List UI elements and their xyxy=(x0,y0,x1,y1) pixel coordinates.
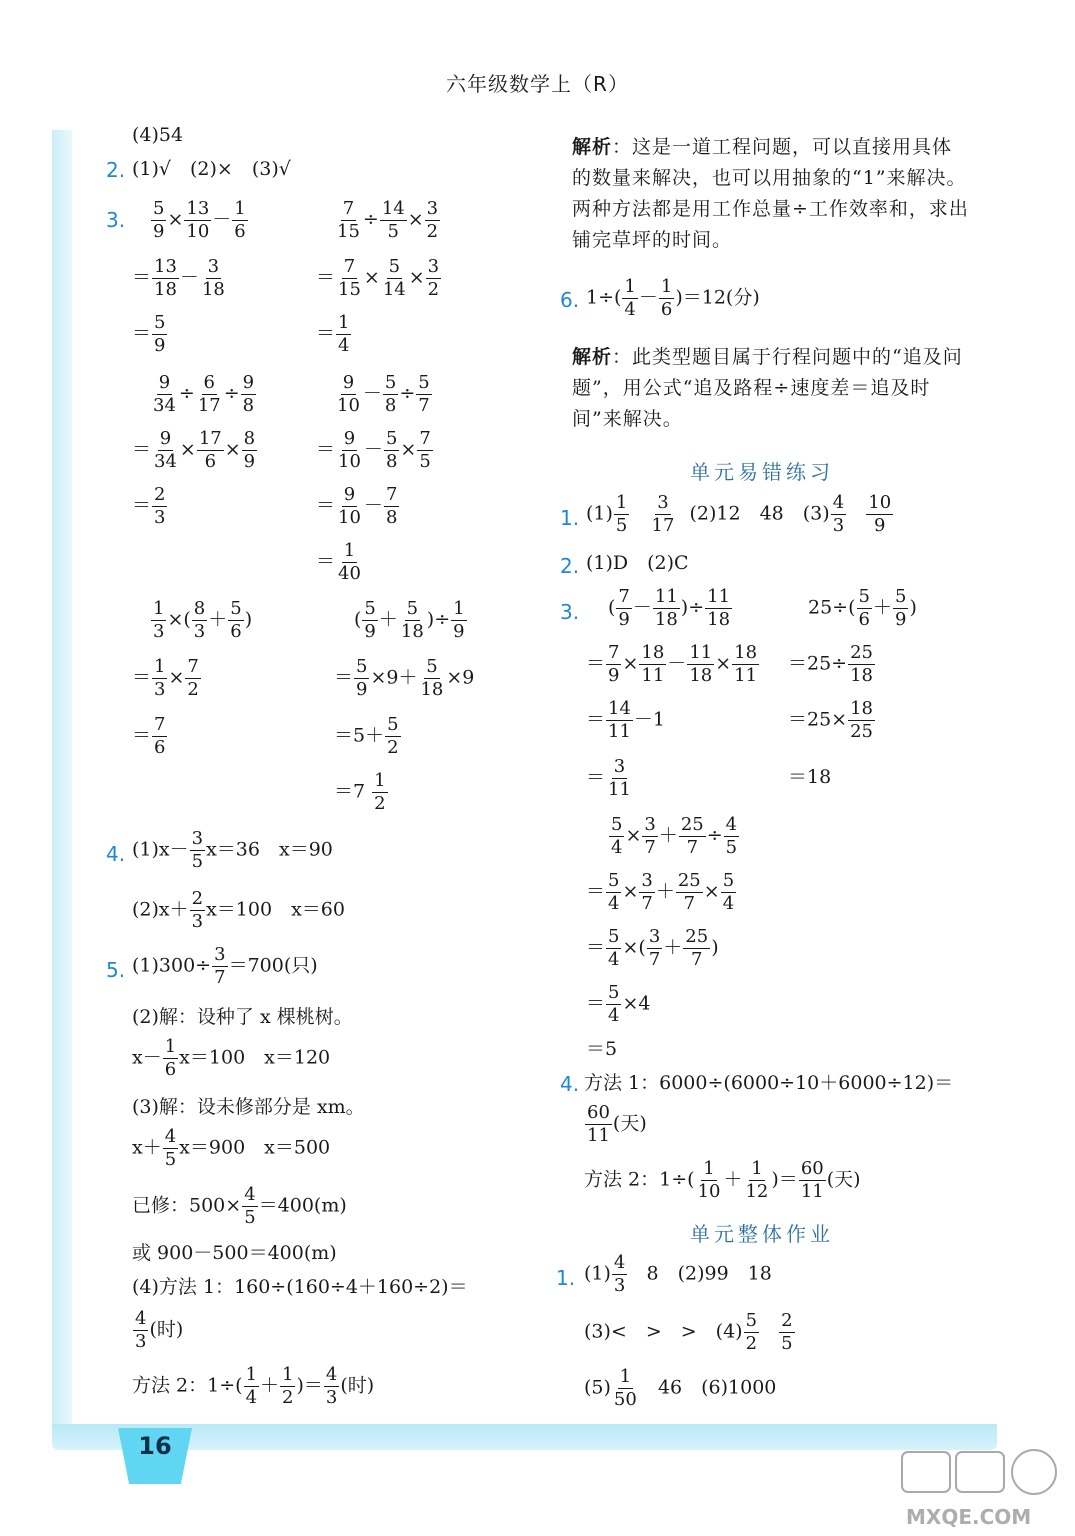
question-number: 5. xyxy=(106,958,126,982)
answer-q5-1: (1)300÷ $\frac{3}{7}$ ＝700(只) xyxy=(132,944,318,988)
answer-w1-5: (5) $\frac{1}{50}$ 46 (6)1000 xyxy=(584,1366,777,1410)
math-expression: ＝ $\frac{5}{4}$ ×( $\frac{3}{7}$ ＋ $\frac{25}{7}$ ) xyxy=(586,926,719,970)
math-expression: ( $\frac{7}{9}$ － $\frac{11}{18}$ )÷ $\frac{11}{18}$ xyxy=(608,586,731,630)
math-expression: ( $\frac{5}{9}$ ＋ $\frac{5}{18}$ )÷ $\frac{1}{9}$ xyxy=(354,598,465,642)
math-expression: $\frac{9}{34}$ ÷ $\frac{6}{17}$ ÷ $\frac{9}{8}$ xyxy=(153,372,255,416)
analysis-paragraph: 解析：此类型题目属于行程问题中的“追及问题”，用公式“追及路程÷速度差＝追及时间”来解决。 xyxy=(572,346,963,430)
question-number: 1. xyxy=(556,1266,576,1290)
math-expression: ＝ $\frac{1}{3}$ × $\frac{7}{2}$ xyxy=(132,656,199,700)
answer-q4-1: (1)x－ $\frac{3}{5}$ x＝36 x＝90 xyxy=(132,828,333,872)
section-title: 单元整体作业 xyxy=(690,1222,834,1246)
math-expression: ＝ $\frac{1}{40}$ xyxy=(316,540,361,584)
watermark-text: MXQE.COM xyxy=(906,1505,1032,1529)
answer-q5-3: x＋ $\frac{4}{5}$ x＝900 x＝500 xyxy=(132,1126,331,1170)
math-expression: ＝ $\frac{14}{11}$ －1 xyxy=(586,698,666,742)
math-expression: ＝5 xyxy=(586,1038,618,1060)
math-expression: ＝ $\frac{9}{10}$ － $\frac{5}{8}$ × $\frac{7}{5}$ xyxy=(316,428,431,472)
math-expression: ＝25÷ $\frac{25}{18}$ xyxy=(788,642,874,686)
math-expression: ＝ $\frac{9}{34}$ × $\frac{17}{6}$ × $\frac{8}{9}$ xyxy=(132,428,256,472)
answer-q5-4-result: $\frac{4}{3}$ (时) xyxy=(135,1308,184,1352)
math-expression: $\frac{9}{10}$ － $\frac{5}{8}$ ÷ $\frac{5}{7}$ xyxy=(337,372,430,416)
question-number: 4. xyxy=(106,842,126,866)
answer-q4-2: (2)x＋ $\frac{2}{3}$ x＝100 x＝60 xyxy=(132,888,345,932)
analysis-paragraph: 解析：这是一道工程问题，可以直接用具体的数量来解决，也可以用抽象的“1”来解决。两种方法都是用工作总量÷工作效率和，求出铺完草坪的时间。 xyxy=(572,136,969,251)
math-expression: ＝ $\frac{5}{4}$ × $\frac{3}{7}$ ＋ $\frac{25}{7}$ × $\frac{5}{4}$ xyxy=(586,870,735,914)
answer-e2: (1)D (2)C xyxy=(586,552,689,574)
question-number: 3. xyxy=(560,600,580,624)
answer-4-4: (4)54 xyxy=(132,124,184,146)
page-header: 六年级数学上（R） xyxy=(446,72,629,96)
math-expression: ＝ $\frac{1}{4}$ xyxy=(316,312,350,356)
math-expression: $\frac{1}{3}$ ×( $\frac{8}{3}$ ＋ $\frac{5}{6}$ ) xyxy=(153,598,253,642)
math-expression: ＝ $\frac{13}{18}$ － $\frac{3}{18}$ xyxy=(132,256,225,300)
answer-q5-2-title: (2)解：设种了 x 棵桃树。 xyxy=(132,1006,353,1028)
question-number: 1. xyxy=(560,506,580,530)
answer-q6: 1÷( $\frac{1}{4}$ － $\frac{1}{6}$ )＝12(分) xyxy=(586,276,760,320)
answer-q5-3-title: (3)解：设未修部分是 xm。 xyxy=(132,1096,365,1118)
answer-q5-3-built: 已修：500× $\frac{4}{5}$ ＝400(m) xyxy=(132,1184,347,1228)
answer-w1-1: (1) $\frac{4}{3}$ 8 (2)99 18 xyxy=(584,1252,772,1296)
math-expression: ＝ $\frac{7}{15}$ × $\frac{5}{14}$ × $\frac{3}{2}$ xyxy=(316,256,440,300)
question-number: 2. xyxy=(560,554,580,578)
math-expression: ＝5＋ $\frac{5}{2}$ xyxy=(334,714,399,758)
answer-q5-2: x－ $\frac{1}{6}$ x＝100 x＝120 xyxy=(132,1036,331,1080)
math-expression: 25÷( $\frac{5}{6}$ ＋ $\frac{5}{9}$ ) xyxy=(808,586,917,630)
answer-e4-result: $\frac{60}{11}$ (天) xyxy=(587,1102,647,1146)
math-expression: ＝18 xyxy=(788,766,832,788)
math-expression: ＝ $\frac{3}{11}$ xyxy=(586,756,631,800)
math-expression: $\frac{7}{15}$ ÷ $\frac{14}{5}$ × $\frac{3}{2}$ xyxy=(337,198,439,242)
question-number: 2. xyxy=(106,158,126,182)
math-expression: $\frac{5}{9}$ × $\frac{13}{10}$ － $\frac{1}{6}$ xyxy=(153,198,246,242)
answer-w1-3: (3)< > > (4) $\frac{5}{2}$ $\frac{2}{5}$ xyxy=(584,1310,793,1354)
math-expression: ＝ $\frac{9}{10}$ － $\frac{7}{8}$ xyxy=(316,484,398,528)
math-expression: ＝ $\frac{7}{6}$ xyxy=(132,714,166,758)
math-expression: ＝ $\frac{5}{4}$ ×4 xyxy=(586,982,651,1026)
math-expression: ＝ $\frac{5}{9}$ ×9＋ $\frac{5}{18}$ ×9 xyxy=(334,656,475,700)
page-frame-left xyxy=(52,130,72,1440)
answer-q2: (1)√ (2)× (3)√ xyxy=(132,158,291,180)
page-number: 16 xyxy=(138,1432,172,1460)
answer-e4-method2: 方法 2：1÷( $\frac{1}{10}$ ＋ $\frac{1}{12}$ )＝ $\frac{60}{11}$ (天) xyxy=(584,1158,861,1202)
answer-q5-4-method1: (4)方法 1：160÷(160÷4＋160÷2)＝ xyxy=(132,1276,468,1298)
question-number: 4. xyxy=(560,1072,580,1096)
math-expression: ＝ $\frac{5}{9}$ xyxy=(132,312,166,356)
answer-e4-method1: 方法 1：6000÷(6000÷10＋6000÷12)＝ xyxy=(584,1072,954,1094)
watermark-logo xyxy=(894,1444,1064,1532)
page-frame-bottom xyxy=(52,1424,997,1450)
answer-q5-4-method2: 方法 2：1÷( $\frac{1}{4}$ ＋ $\frac{1}{2}$ )＝ $\frac{4}{3}$ (时) xyxy=(132,1364,375,1408)
answer-e1: (1) $\frac{1}{5}$ $\frac{3}{17}$ (2)12 48 (3) $\frac{4}{3}$ $\frac{10}{9}$ xyxy=(586,492,892,536)
question-number: 6. xyxy=(560,288,580,312)
question-number: 3. xyxy=(106,208,126,232)
math-expression: ＝7 $\frac{1}{2}$ xyxy=(334,770,386,814)
math-expression: $\frac{5}{4}$ × $\frac{3}{7}$ ＋ $\frac{25}{7}$ ÷ $\frac{4}{5}$ xyxy=(611,814,738,858)
section-title: 单元易错练习 xyxy=(690,460,834,484)
math-expression: ＝ $\frac{2}{3}$ xyxy=(132,484,166,528)
answer-q5-3-alt: 或 900－500＝400(m) xyxy=(132,1242,337,1264)
math-expression: ＝ $\frac{7}{9}$ × $\frac{18}{11}$ － $\frac{11}{18}$ × $\frac{18}{11}$ xyxy=(586,642,758,686)
math-expression: ＝25× $\frac{18}{25}$ xyxy=(788,698,874,742)
